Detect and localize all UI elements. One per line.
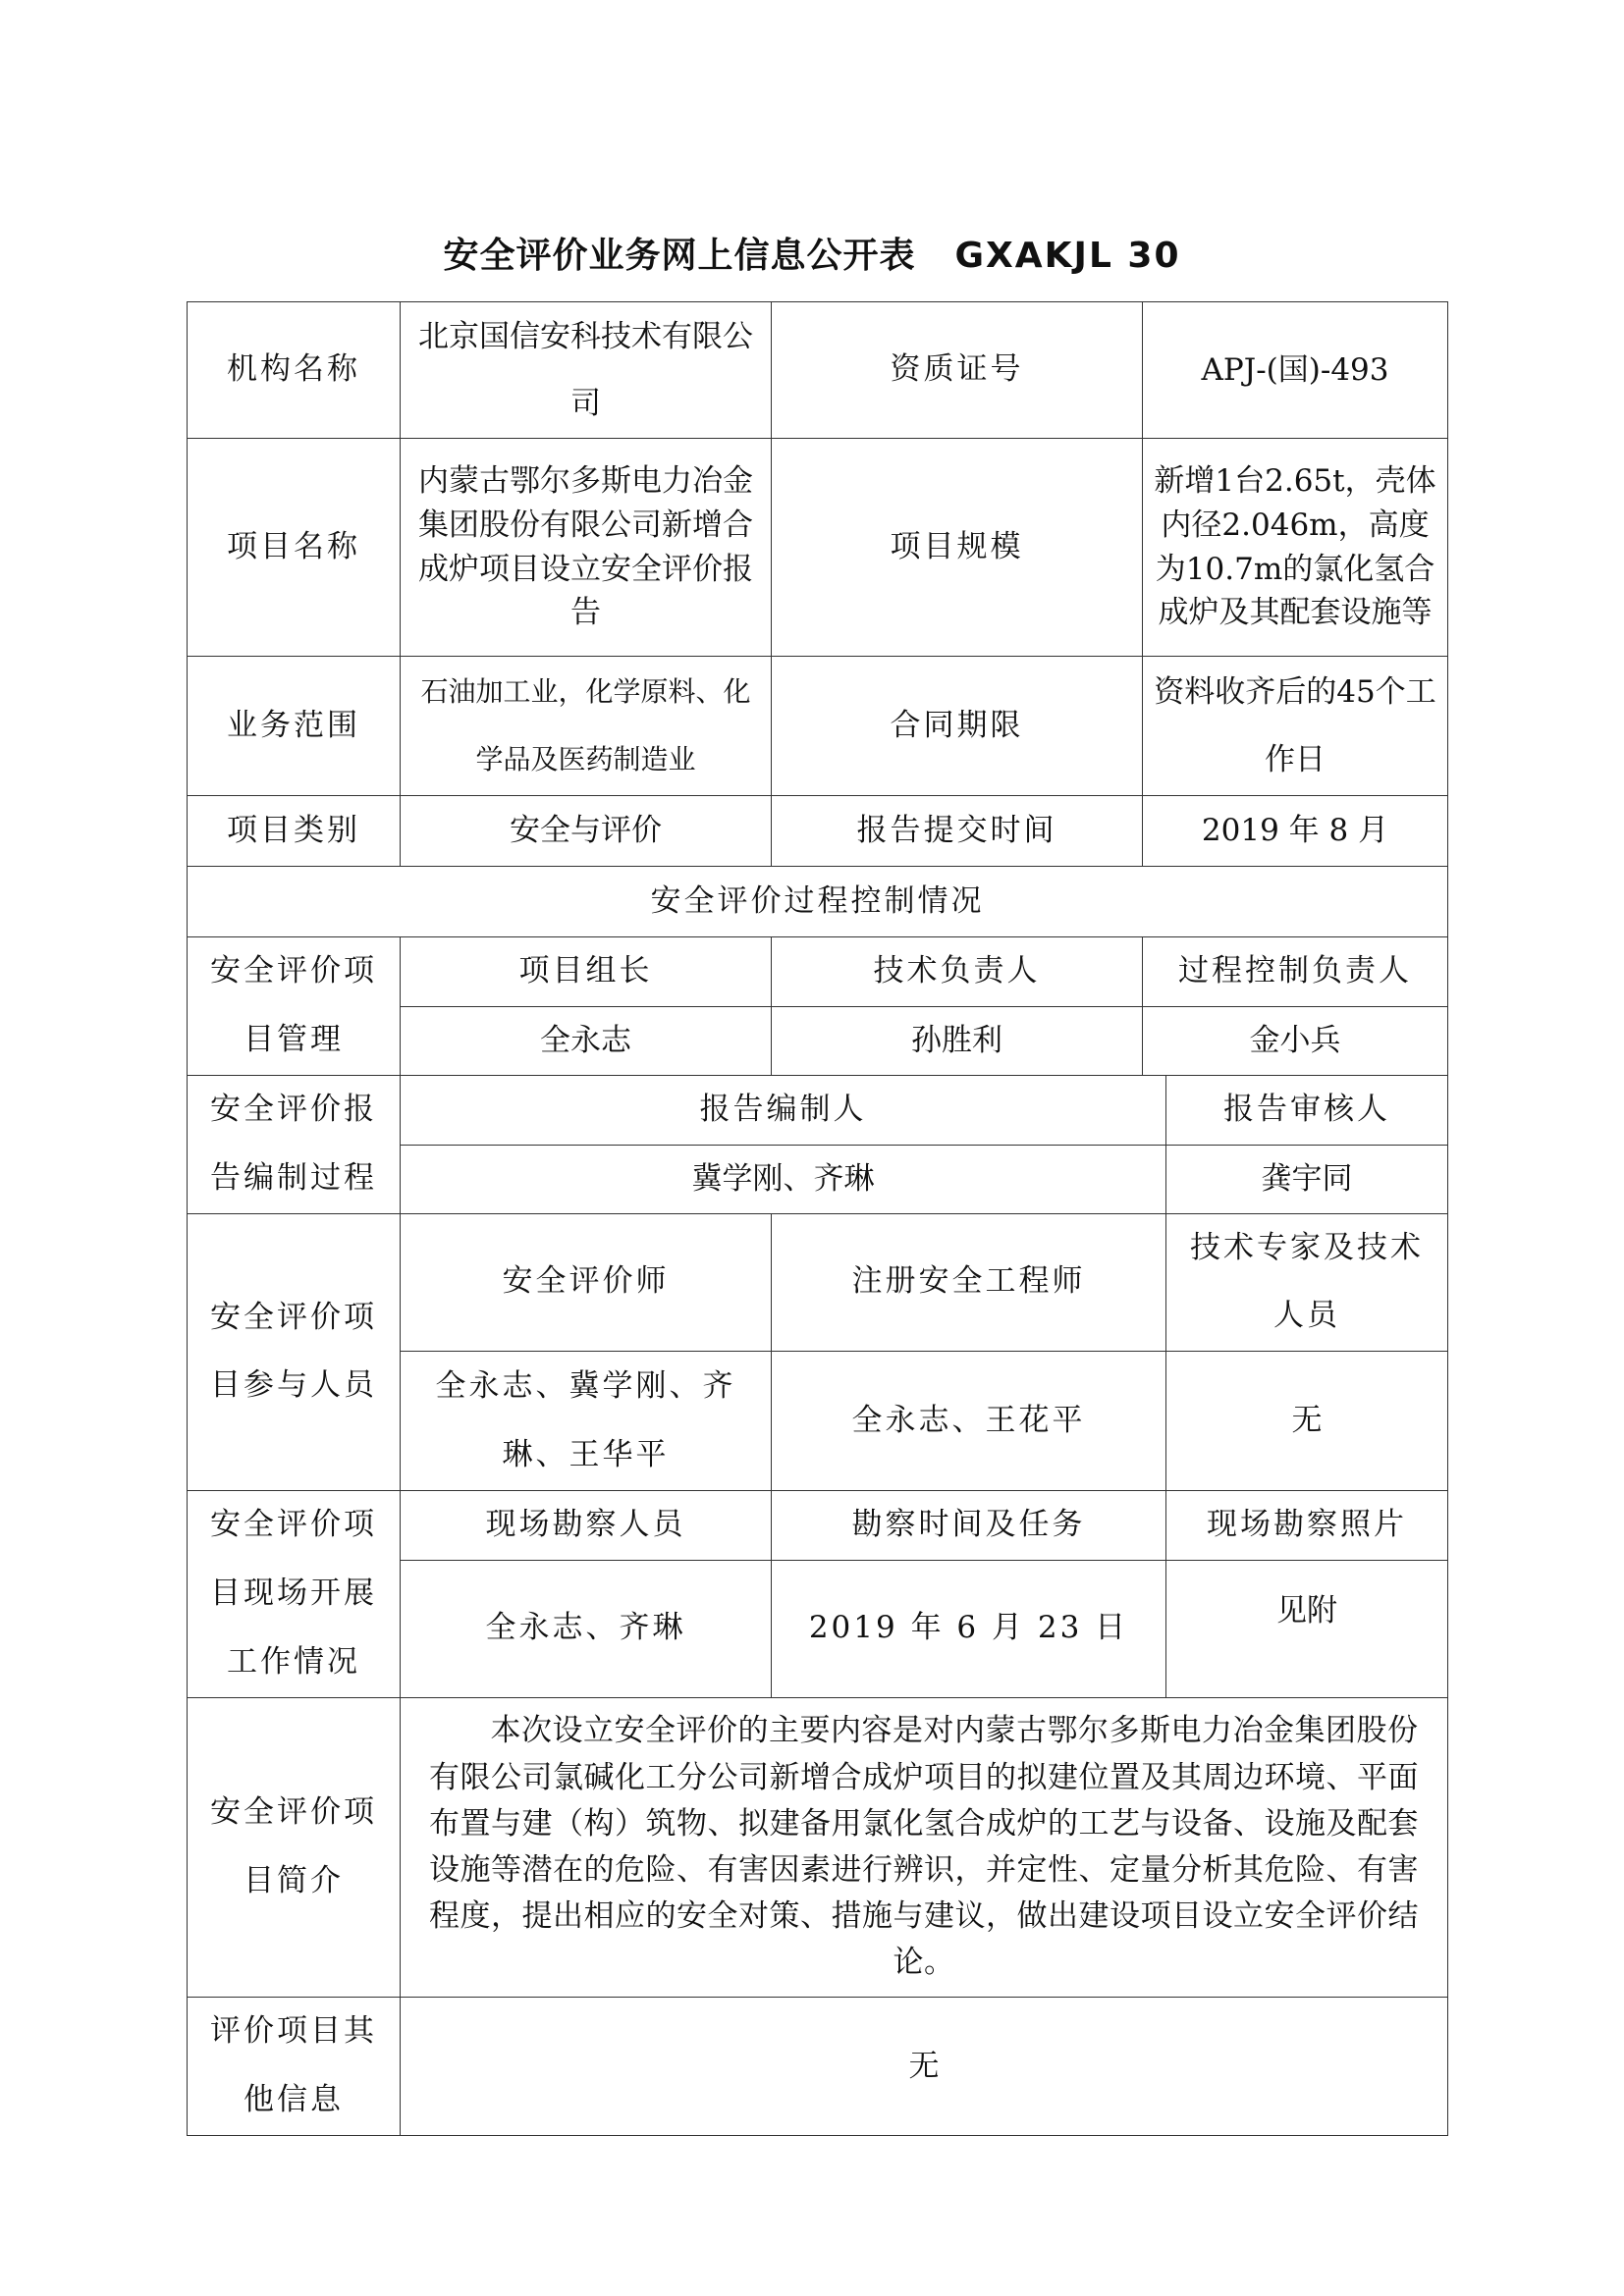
participants-h3: 技术专家及技术人员 bbox=[1166, 1213, 1448, 1352]
org-label: 机构名称 bbox=[188, 302, 401, 439]
report-v1: 冀学刚、齐琳 bbox=[401, 1145, 1166, 1213]
row-summary bbox=[188, 1697, 1448, 1997]
scale-value: 新增1台2.65t，壳体内径2.046m，高度为10.7m的氯化氢合成炉及其配套设施等 bbox=[1143, 439, 1448, 657]
title-text: 安全评价业务网上信息公开表 bbox=[443, 236, 916, 276]
report-label: 安全评价报告编制过程 bbox=[188, 1075, 401, 1213]
category-label: 项目类别 bbox=[188, 796, 401, 867]
site-h2: 勘察时间及任务 bbox=[772, 1491, 1166, 1561]
row-category bbox=[188, 796, 1448, 867]
business-value: 石油加工业，化学原料、化学品及医药制造业 bbox=[401, 657, 772, 796]
other-label: 评价项目其他信息 bbox=[188, 1997, 401, 2135]
row-report-head bbox=[188, 1075, 1448, 1145]
site-v1: 全永志、齐琳 bbox=[401, 1560, 772, 1697]
document-code: GXAKJL 30 bbox=[954, 236, 1181, 276]
submit-label: 报告提交时间 bbox=[772, 796, 1143, 867]
submit-value: 2019 年 8 月 bbox=[1143, 796, 1448, 867]
row-site-head bbox=[188, 1491, 1448, 1561]
report-h2: 报告审核人 bbox=[1166, 1075, 1448, 1145]
category-value: 安全与评价 bbox=[401, 796, 772, 867]
row-business bbox=[188, 657, 1448, 796]
participants-h2: 注册安全工程师 bbox=[772, 1213, 1166, 1352]
cert-value: APJ-(国)-493 bbox=[1143, 302, 1448, 439]
site-label: 安全评价项目现场开展工作情况 bbox=[188, 1491, 401, 1698]
project-value: 内蒙古鄂尔多斯电力冶金集团股份有限公司新增合成炉项目设立安全评价报告 bbox=[401, 439, 772, 657]
management-v3: 金小兵 bbox=[1143, 1006, 1448, 1075]
management-h2: 技术负责人 bbox=[772, 937, 1143, 1007]
summary-text: 本次设立安全评价的主要内容是对内蒙古鄂尔多斯电力冶金集团股份有限公司氯碱化工分公司新增合成炉项目的拟建位置及其周边环境、平面布置与建（构）筑物、拟建备用氯化氢合成炉的工艺与设备、设施及配套设施等潜在的危险、有害因素进行辨识，并定性、定量分析其危险、有害程度，提出相应的安全对策、措施与建议，做出建设项目设立安全评价结论。 bbox=[401, 1697, 1448, 1997]
site-v2: 2019 年 6 月 23 日 bbox=[772, 1560, 1166, 1697]
row-other bbox=[188, 1997, 1448, 2135]
row-project bbox=[188, 439, 1448, 657]
business-label: 业务范围 bbox=[188, 657, 401, 796]
participants-label: 安全评价项目参与人员 bbox=[188, 1213, 401, 1491]
process-header: 安全评价过程控制情况 bbox=[188, 867, 1448, 937]
page-title bbox=[0, 228, 1624, 278]
other-value: 无 bbox=[401, 1997, 1448, 2135]
row-org bbox=[188, 302, 1448, 439]
term-label: 合同期限 bbox=[772, 657, 1143, 796]
row-process-header bbox=[188, 867, 1448, 937]
site-v3: 见附 bbox=[1166, 1560, 1448, 1697]
term-value: 资料收齐后的45个工作日 bbox=[1143, 657, 1448, 796]
participants-v1: 全永志、冀学刚、齐琳、王华平 bbox=[401, 1352, 772, 1491]
management-v1: 全永志 bbox=[401, 1006, 772, 1075]
management-v2: 孙胜利 bbox=[772, 1006, 1143, 1075]
site-h3: 现场勘察照片 bbox=[1166, 1491, 1448, 1561]
summary-label: 安全评价项目简介 bbox=[188, 1697, 401, 1997]
row-management-head bbox=[188, 937, 1448, 1007]
report-v2: 龚宇同 bbox=[1166, 1145, 1448, 1213]
scale-label: 项目规模 bbox=[772, 439, 1143, 657]
report-h1: 报告编制人 bbox=[401, 1075, 1166, 1145]
cert-label: 资质证号 bbox=[772, 302, 1143, 439]
row-participants-head bbox=[188, 1213, 1448, 1352]
disclosure-table bbox=[187, 301, 1448, 2136]
org-value: 北京国信安科技术有限公司 bbox=[401, 302, 772, 439]
management-h1: 项目组长 bbox=[401, 937, 772, 1007]
project-label: 项目名称 bbox=[188, 439, 401, 657]
participants-v3: 无 bbox=[1166, 1352, 1448, 1491]
participants-v2: 全永志、王花平 bbox=[772, 1352, 1166, 1491]
management-h3: 过程控制负责人 bbox=[1143, 937, 1448, 1007]
site-h1: 现场勘察人员 bbox=[401, 1491, 772, 1561]
participants-h1: 安全评价师 bbox=[401, 1213, 772, 1352]
management-label: 安全评价项目管理 bbox=[188, 937, 401, 1076]
